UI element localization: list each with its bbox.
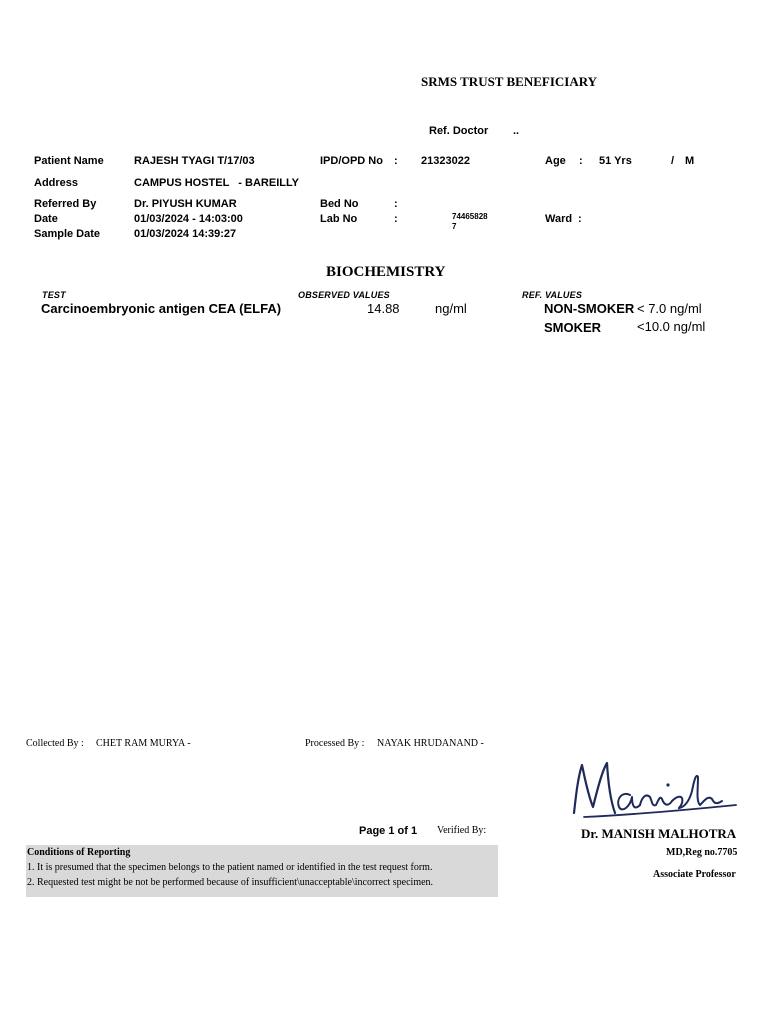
ref-group-smoker: SMOKER (544, 320, 602, 335)
ref-doctor-value: .. (513, 125, 520, 137)
bed-no-colon: : (394, 198, 398, 210)
patient-name-value: RAJESH TYAGI T/17/03 (134, 155, 255, 167)
section-title: BIOCHEMISTRY (326, 264, 446, 280)
observed-unit: ng/ml (435, 301, 467, 316)
date-label: Date (34, 213, 58, 225)
age-label: Age (545, 155, 566, 167)
doctor-title: Associate Professor (653, 869, 736, 880)
ref-range-non-smoker: < 7.0 ng/ml (637, 301, 702, 316)
page-info: Page 1 of 1 (359, 825, 418, 837)
lab-no-value-line2: 7 (452, 222, 457, 231)
age-colon: : (579, 155, 583, 167)
verified-by-label: Verified By: (437, 825, 487, 836)
column-header-ref: REF. VALUES (522, 290, 583, 300)
doctor-registration: MD,Reg no.7705 (666, 847, 738, 858)
ipd-opd-colon: : (394, 155, 398, 167)
observed-value: 14.88 (367, 301, 400, 316)
column-header-observed: OBSERVED VALUES (298, 290, 390, 300)
doctor-name: Dr. MANISH MALHOTRA (581, 826, 737, 841)
ward-label: Ward (545, 213, 573, 225)
date-value: 01/03/2024 - 14:03:00 (134, 213, 243, 225)
ref-range-smoker: <10.0 ng/ml (637, 319, 706, 334)
address-label: Address (34, 177, 79, 189)
conditions-of-reporting (26, 845, 498, 897)
ref-group-non-smoker: NON-SMOKER (544, 301, 635, 316)
condition-item: 1. It is presumed that the specimen belongs to the patient named or identified in the test request form. (27, 862, 433, 873)
sex-value: M (685, 155, 695, 167)
lab-no-label: Lab No (320, 213, 358, 225)
lab-no-colon: : (394, 213, 398, 225)
sample-date-label: Sample Date (34, 228, 101, 240)
column-header-test: TEST (42, 290, 66, 300)
doctor-signature (566, 755, 742, 825)
sample-date-value: 01/03/2024 14:39:27 (134, 228, 237, 240)
processed-by-value: NAYAK HRUDANAND - (377, 738, 484, 749)
conditions-title: Conditions of Reporting (27, 847, 131, 858)
age-value: 51 Yrs (599, 155, 632, 167)
processed-by-label: Processed By : (305, 738, 365, 749)
patient-name-label: Patient Name (34, 155, 104, 167)
address-value: CAMPUS HOSTEL - BAREILLY (134, 177, 300, 189)
collected-by-value: CHET RAM MURYA - (96, 738, 191, 749)
ipd-opd-value: 21323022 (421, 155, 470, 167)
test-name: Carcinoembryonic antigen CEA (ELFA) (41, 301, 282, 316)
condition-item: 2. Requested test might be not be performed because of insufficient\unacceptable\incorrect specimen. (27, 877, 434, 888)
ward-colon: : (578, 213, 582, 225)
referred-by-value: Dr. PIYUSH KUMAR (134, 198, 237, 210)
collected-by-label: Collected By : (26, 738, 84, 749)
lab-no-value-line1: 74465828 (452, 212, 488, 221)
report-header-title: SRMS TRUST BENEFICIARY (421, 74, 598, 89)
age-sex-separator: / (671, 155, 675, 167)
referred-by-label: Referred By (34, 198, 97, 210)
ipd-opd-label: IPD/OPD No (320, 155, 383, 167)
ref-doctor-label: Ref. Doctor (429, 125, 489, 137)
bed-no-label: Bed No (320, 198, 359, 210)
